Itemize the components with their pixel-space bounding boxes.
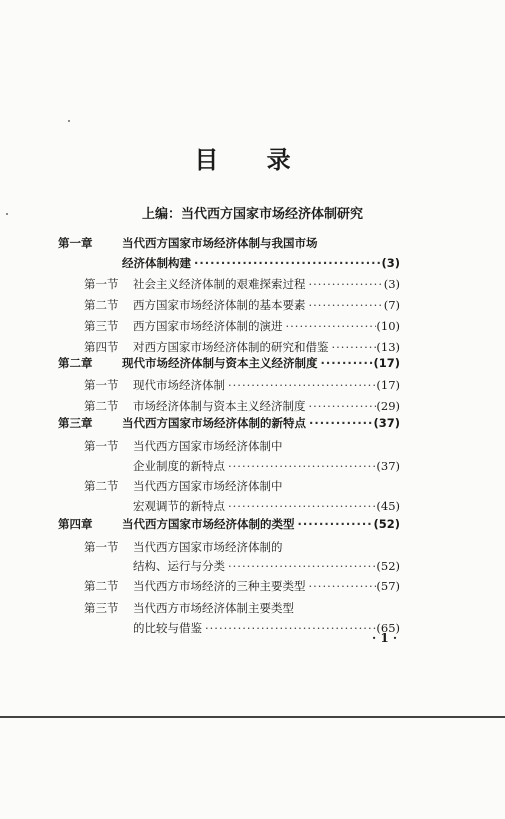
section-number: 第四节 [84, 340, 119, 354]
toc-section-line [133, 458, 400, 474]
page-number: · 1 · [372, 631, 398, 645]
chapter-number: 第四章 [58, 517, 93, 531]
leader-dots [306, 399, 377, 413]
toc-page-number: (37) [376, 459, 400, 473]
scan-speck [6, 213, 8, 215]
leader-dots [225, 499, 376, 513]
toc-entry-title: 当代西方市场经济体制主要类型 [133, 601, 294, 615]
toc-page-number: (7) [383, 298, 400, 312]
toc-chapter-line [122, 255, 400, 271]
toc-entry-title: 当代西方国家市场经济体制中 [133, 439, 283, 453]
toc-section-line [84, 478, 400, 494]
toc-page-number: (10) [376, 319, 400, 333]
toc-page-number: (52) [376, 559, 400, 573]
toc-section-line [133, 498, 400, 514]
toc-section-line [84, 600, 400, 616]
toc-entry-title: 西方国家市场经济体制的演进 [133, 319, 283, 333]
toc-section-line [84, 539, 400, 555]
toc-section-line [84, 318, 400, 334]
toc-page-number: (52) [373, 517, 400, 531]
toc-section-line [133, 558, 400, 574]
leader-dots [283, 319, 377, 333]
leader-dots [306, 416, 373, 430]
toc-entry-title: 当代西方国家市场经济体制的新特点 [122, 416, 306, 430]
toc-entry-title: 当代西方国家市场经济体制的类型 [122, 517, 295, 531]
toc-entry-title: 社会主义经济体制的艰难探索过程 [133, 277, 306, 291]
leader-dots [191, 256, 381, 270]
toc-page-number: (37) [373, 416, 400, 430]
scan-speck [68, 120, 70, 122]
leader-dots [306, 298, 384, 312]
toc-section-line [84, 297, 400, 313]
toc-section-line [84, 276, 400, 292]
toc-entry-title: 结构、运行与分类 [133, 559, 225, 573]
page-title: 目 录 [194, 146, 311, 174]
toc-section-line [84, 438, 400, 454]
toc-entry-title: 现代市场经济体制与资本主义经济制度 [122, 356, 318, 370]
toc-page-number: (17) [376, 378, 400, 392]
leader-dots [329, 340, 377, 354]
section-number: 第二节 [84, 579, 119, 593]
leader-dots [295, 517, 374, 531]
toc-entry-title: 当代西方国家市场经济体制的 [133, 540, 283, 554]
toc-entry-title: 宏观调节的新特点 [133, 499, 225, 513]
toc-chapter-line [58, 235, 400, 251]
toc-page-number: (65) [376, 621, 400, 635]
leader-dots [225, 459, 376, 473]
part-heading: 上编：当代西方国家市场经济体制研究 [141, 207, 363, 222]
leader-dots [225, 559, 376, 573]
toc-entry-title: 当代西方国家市场经济体制中 [133, 479, 283, 493]
toc-chapter-line [58, 355, 400, 371]
leader-dots [306, 579, 377, 593]
toc-section-line [84, 578, 400, 594]
leader-dots [225, 378, 376, 392]
toc-entry-title: 的比较与借鉴 [133, 621, 202, 635]
section-number: 第三节 [84, 319, 119, 333]
leader-dots [202, 621, 376, 635]
toc-section-line [84, 377, 400, 393]
toc-entry-title: 当代西方市场经济的三种主要类型 [133, 579, 306, 593]
chapter-number: 第一章 [58, 236, 93, 250]
toc-page-number: (13) [376, 340, 400, 354]
section-number: 第三节 [84, 601, 119, 615]
toc-chapter-line [58, 415, 400, 431]
section-number: 第二节 [84, 399, 119, 413]
section-number: 第二节 [84, 298, 119, 312]
chapter-number: 第二章 [58, 356, 93, 370]
leader-dots [318, 356, 374, 370]
leader-dots [306, 277, 384, 291]
section-number: 第一节 [84, 439, 119, 453]
chapter-number: 第三章 [58, 416, 93, 430]
toc-page-number: (3) [381, 256, 400, 270]
bottom-rule [0, 716, 505, 718]
toc-entry-title: 企业制度的新特点 [133, 459, 225, 473]
section-number: 第二节 [84, 479, 119, 493]
toc-entry-title: 对西方国家市场经济体制的研究和借鉴 [133, 340, 329, 354]
toc-entry-title: 市场经济体制与资本主义经济制度 [133, 399, 306, 413]
section-number: 第一节 [84, 277, 119, 291]
toc-page-number: (29) [376, 399, 400, 413]
toc-section-line [84, 339, 400, 355]
toc-page-number: (57) [376, 579, 400, 593]
toc-page-number: (45) [376, 499, 400, 513]
toc-entry-title: 西方国家市场经济体制的基本要素 [133, 298, 306, 312]
section-number: 第一节 [84, 378, 119, 392]
toc-page-number: (3) [383, 277, 400, 291]
toc-chapter-line [58, 516, 400, 532]
toc-entry-title: 当代西方国家市场经济体制与我国市场 [122, 236, 318, 250]
toc-entry-title: 现代市场经济体制 [133, 378, 225, 392]
toc-page-number: (17) [373, 356, 400, 370]
toc-section-line [84, 398, 400, 414]
toc-section-line [133, 620, 400, 636]
section-number: 第一节 [84, 540, 119, 554]
toc-entry-title: 经济体制构建 [122, 256, 191, 270]
